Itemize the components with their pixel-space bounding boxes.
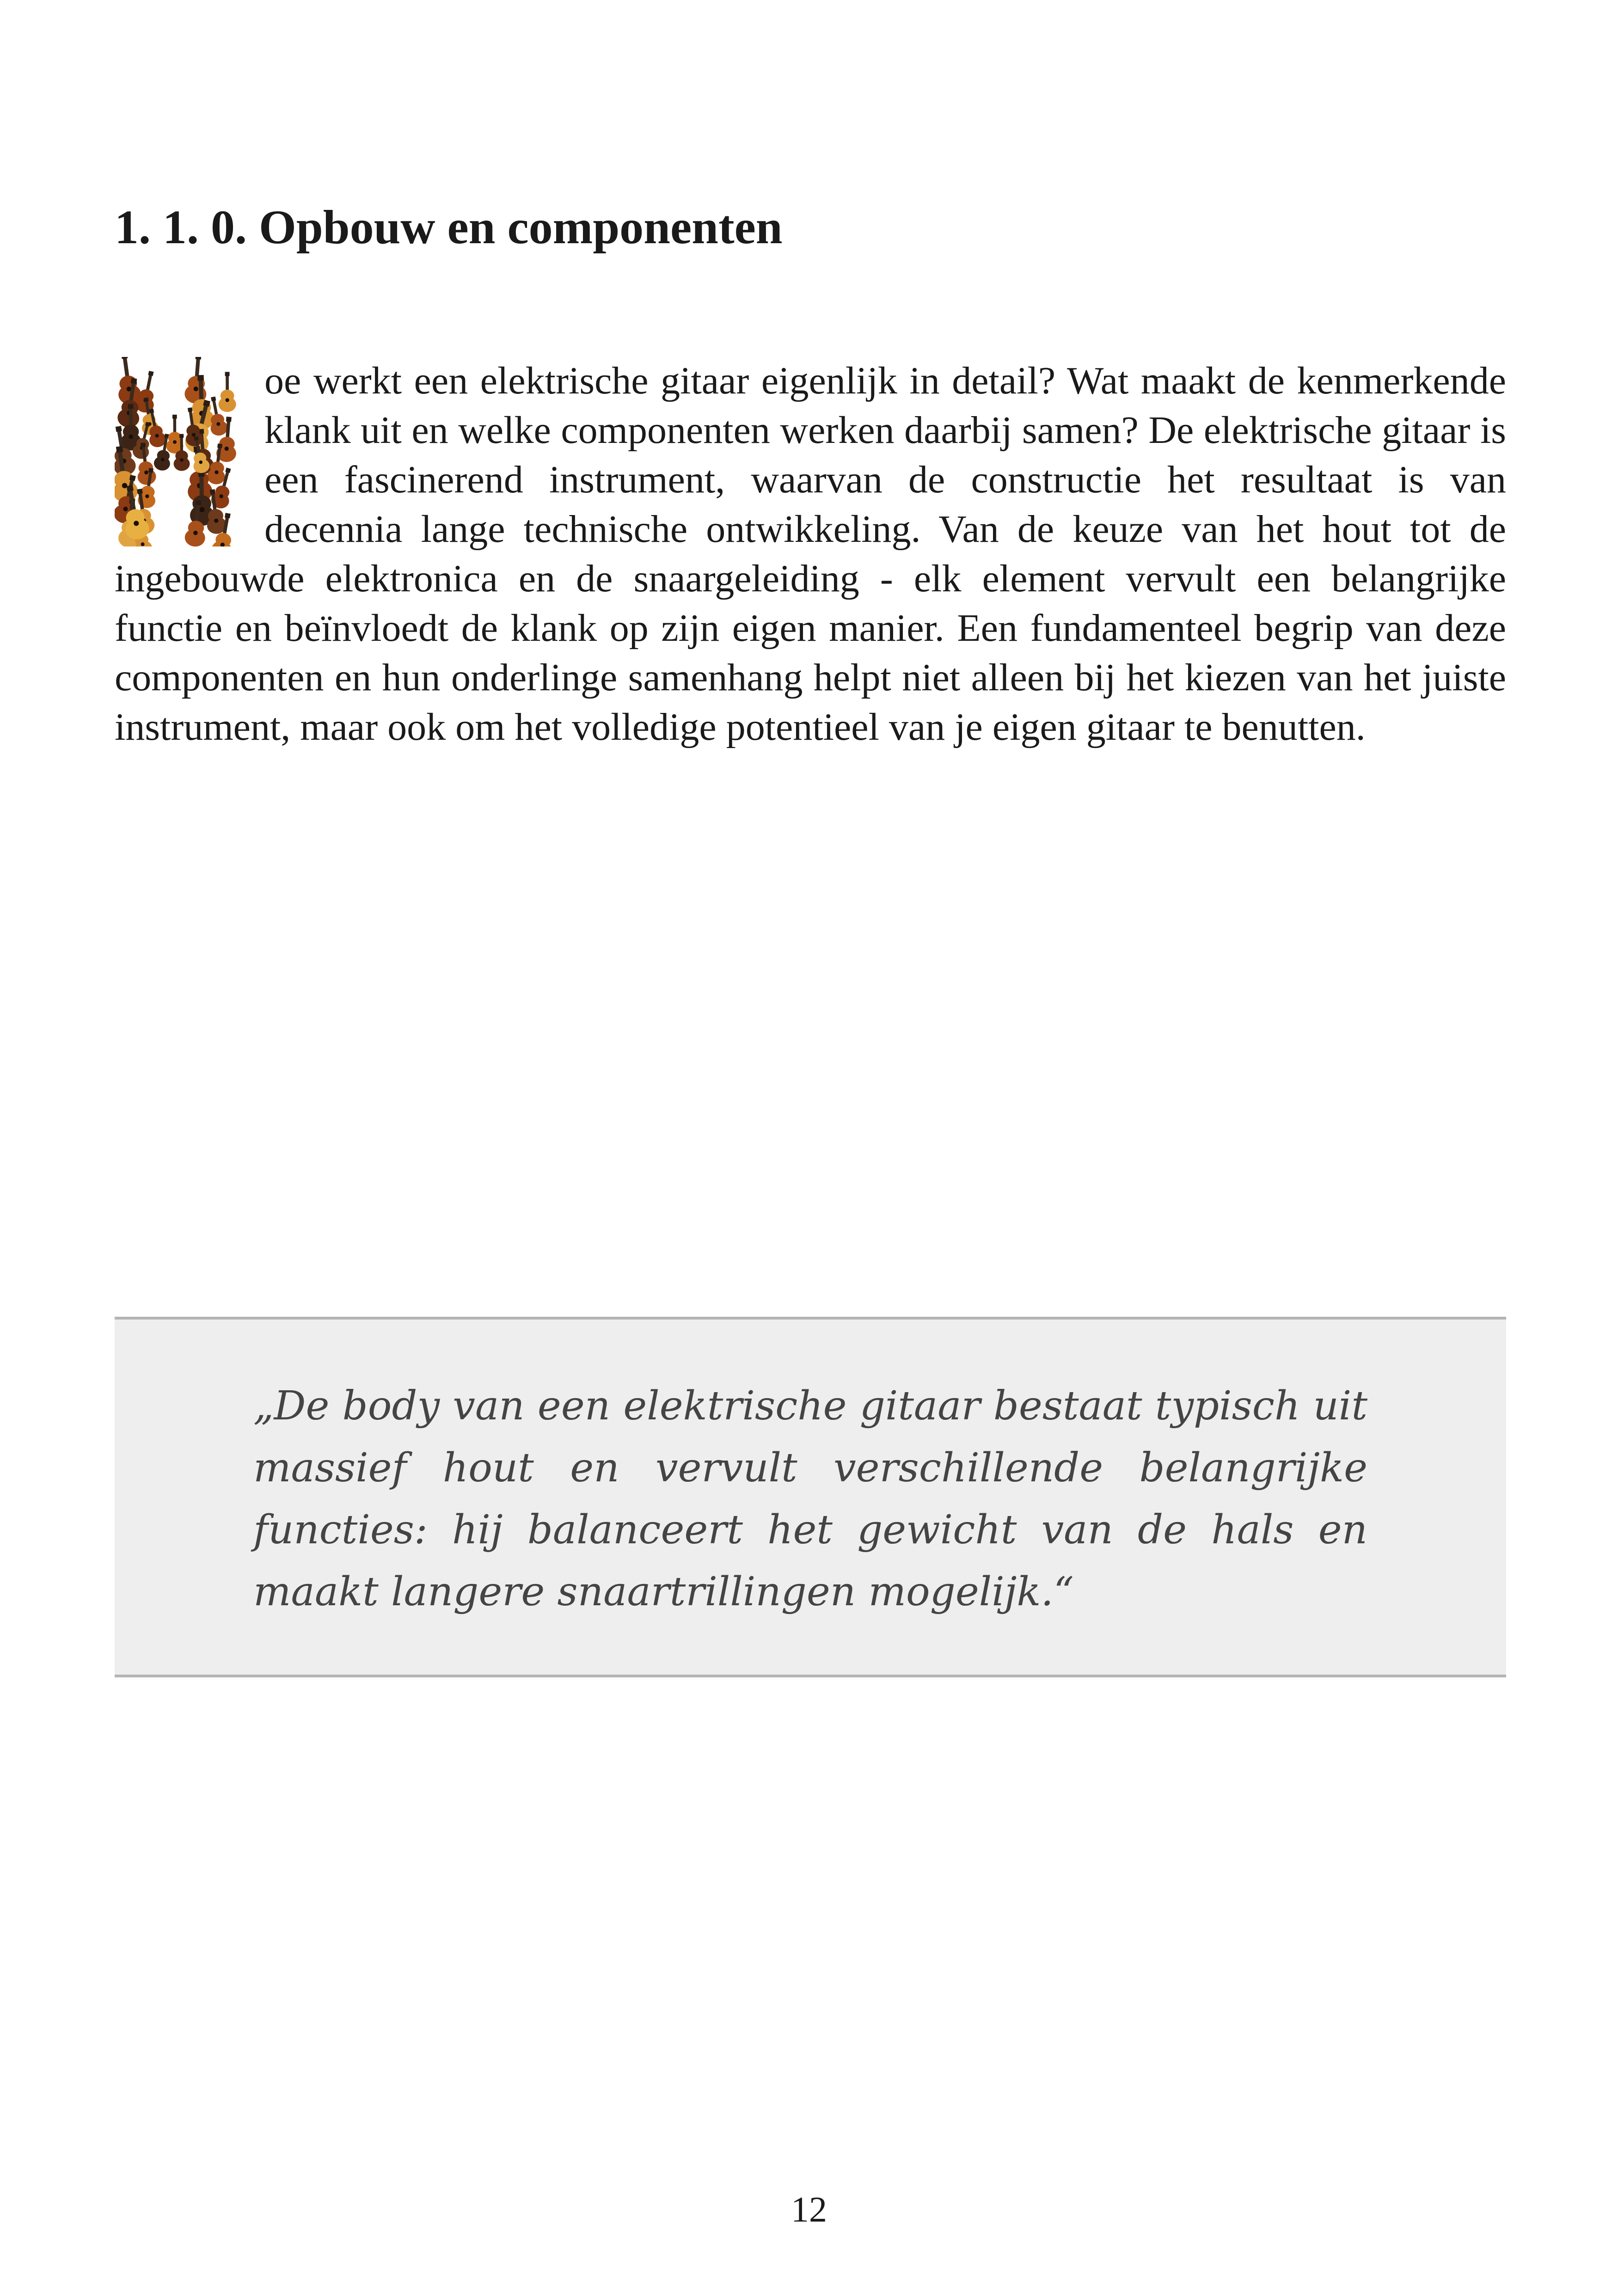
page-number: 12 bbox=[791, 2189, 827, 2229]
pull-quote-text: „De body van een elektrische gitaar bestaat typisch uit massief hout en vervult verschillende belangrijke functies: hij balanceert het gewicht van de hals en maakt langere snaartrillingen mogelijk.“ bbox=[253, 1383, 1367, 1615]
section-heading: 1. 1. 0. Opbouw en componenten bbox=[115, 201, 783, 254]
intro-paragraph bbox=[115, 356, 1506, 752]
pull-quote-box bbox=[115, 1317, 1506, 1677]
dropcap-guitar-letter-image bbox=[115, 357, 253, 546]
intro-text: oe werkt een elektrische gitaar eigenlijk in detail? Wat maakt de kenmerkende klank uit en welke componenten werken daarbij samen? De elektrische gitaar is een fascinerend instrument, waarvan de constructie het resultaat is van decennia lange technische ontwikkeling. Van de keuze van het hout tot de ingebouwde elektronica en de snaargeleiding - elk element vervult een belangrijke functie en beïnvloedt de klank op zijn eigen manier. Een fundamenteel begrip van deze componenten en hun onderlinge samenhang helpt niet alleen bij het kiezen van het juiste instrument, maar ook om het volledige potentieel van je eigen gitaar te benutten. bbox=[115, 359, 1506, 749]
